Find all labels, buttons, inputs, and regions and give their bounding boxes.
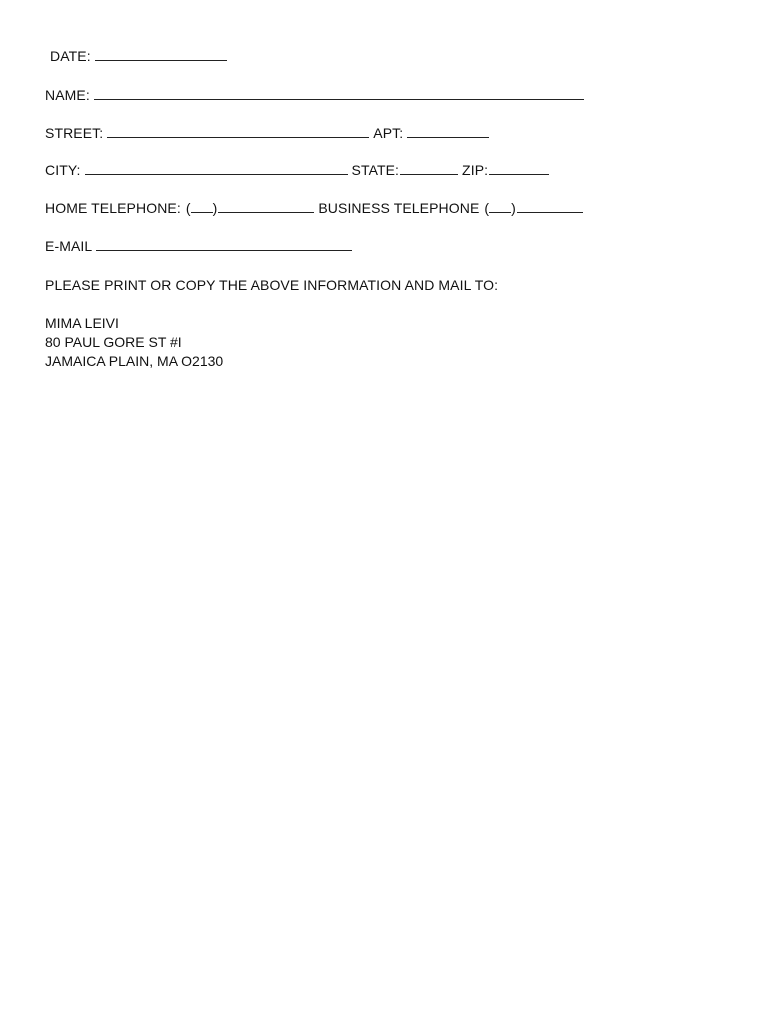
date-row (50, 47, 231, 65)
apt-field[interactable] (407, 124, 489, 138)
name-label: NAME: (45, 87, 90, 103)
apt-label: APT: (373, 125, 404, 141)
city-field[interactable] (85, 161, 348, 175)
name-row (45, 86, 588, 104)
state-label: STATE: (351, 162, 400, 178)
home-area-code-open: ( (185, 200, 191, 216)
home-telephone-label: HOME TELEPHONE: (45, 200, 181, 216)
instructions-label: PLEASE PRINT OR COPY THE ABOVE INFORMATION AND MAIL TO: (45, 277, 499, 293)
zip-label: ZIP: (462, 162, 489, 178)
address-line-name: MIMA LEIVI (45, 315, 119, 331)
name-field[interactable] (94, 86, 584, 100)
street-field[interactable] (107, 124, 369, 138)
instructions-text (45, 276, 498, 294)
date-field[interactable] (95, 47, 227, 61)
email-label: E-MAIL (45, 238, 93, 254)
business-area-code-open: ( (484, 200, 490, 216)
telephone-row (45, 199, 584, 217)
zip-field[interactable] (489, 161, 549, 175)
city-row (45, 161, 550, 179)
business-area-code-field[interactable] (489, 199, 511, 213)
business-telephone-label: BUSINESS TELEPHONE (318, 200, 480, 216)
email-row (45, 237, 356, 255)
city-label: CITY: (45, 162, 81, 178)
home-area-code-field[interactable] (191, 199, 213, 213)
state-field[interactable] (400, 161, 458, 175)
mailing-address (45, 314, 223, 371)
address-line-city: JAMAICA PLAIN, MA O2130 (45, 353, 224, 369)
business-telephone-field[interactable] (517, 199, 583, 213)
business-area-code-close: ) (511, 200, 516, 216)
street-label: STREET: (45, 125, 104, 141)
date-label: DATE: (50, 48, 91, 64)
address-line-street: 80 PAUL GORE ST #I (45, 334, 182, 350)
home-area-code-close: ) (212, 200, 218, 216)
street-row (45, 124, 493, 142)
home-telephone-field[interactable] (218, 199, 314, 213)
email-field[interactable] (96, 237, 352, 251)
